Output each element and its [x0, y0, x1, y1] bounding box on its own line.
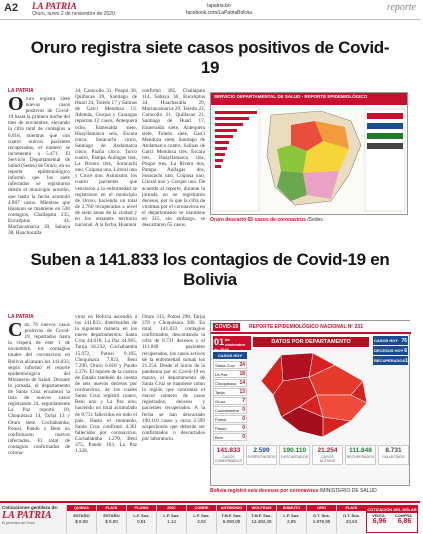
- article2-dropcap: C: [8, 319, 23, 341]
- total-label: CASOS CONFIRMADOS: [215, 455, 242, 463]
- currency-quotes-bar: [0, 501, 420, 534]
- summary-value: 111.848: [405, 357, 423, 364]
- article1-text-2: 34, Caracollo 31, Poopó 30, Quillacas 28, Santiago de Huari 24, Toledo 17 y Salinas de Garci Mendoza 13. Además, Corque y Carangas reportan 12 casos, Antequera ocho, Esmeralda siete, Huayllamarca seis, Escara cinco, Soracachi cinco, Santiago de Andamarca cinco, Pazña cinco, Turco cuatro, Pampa Aullagas tres, La Rivera tres, Soracachi uno, Coipasa uno, Litoral uno y Cruce uno. Asimismo, los cuatro pacientes que vencieron a la enfermedad se registraron en el municipio de Oruro, haciendo un total de 2.760 recuperados a nivel de siete áreas de la ciudad y en los restantes territorio nacional. A la fecha, Huanuni: [75, 88, 137, 229]
- report-date-day: 01: [214, 337, 225, 347]
- department-band: DATOS POR DEPARTAMENTO: [253, 337, 369, 347]
- case-dept: Cochabamba: [215, 407, 239, 413]
- case-value: 7: [242, 398, 245, 404]
- oruro-map-caption-text: Oruro descartó 65 casos de coronavirus: [210, 217, 306, 223]
- oruro-map-title: SERVICIO DEPARTAMENTAL DE SALUD - REPORTE EPIDEMIOLÓGICO: [211, 93, 407, 105]
- mineral-unit: L.F. Sus.: [163, 513, 180, 518]
- national-summary-side: [373, 336, 423, 366]
- issue-date: Oruro, lunes 2 de noviembre de 2020: [32, 11, 115, 17]
- case-row: [213, 370, 247, 378]
- case-row: [213, 379, 247, 387]
- mineral-price: $ 8,00: [105, 519, 118, 524]
- report-date: [213, 336, 251, 350]
- total-label: CASOS ACTIVOS: [319, 455, 336, 463]
- mineral-name: ANTIMONIO: [217, 505, 246, 511]
- mineral-quote: [336, 505, 366, 533]
- total-value: 2.599: [253, 447, 270, 454]
- case-row: [213, 433, 247, 441]
- oruro-map-credit: /Sedes: [307, 217, 323, 223]
- total-value: 8.731: [385, 447, 402, 454]
- mineral-quote: [246, 505, 276, 533]
- mineral-price: 6.000,00: [222, 519, 241, 524]
- report-date-text: de noviembre de 2020: [214, 337, 246, 352]
- summary-label: DECESOS HOY: [374, 348, 404, 353]
- report-title: REPORTE EPIDEMIOLÓGICO NACIONAL Nº 231: [249, 324, 363, 330]
- article2-text-1: on 76 nuevos casos positivos de Covid-19, reportados hasta la víspera de este 1 de noviembre, los contagios totales del coronavirus en Bolivia alcanzan los 141.833, según informó el reporte epidemiológico del Ministerio de Salud. Durante la jornada, el departamento de Santa Cruz encabezó la lista de nuevos casos registrando 24, seguidamente La Paz reportó 18, Chuquisaca 14, Tarija 13 y Oruro siete. Cochabamba, Potosí, Pando y Beni no confirmaron nuevos infectados. El total de contagios confirmados de corona-: [8, 322, 70, 456]
- article2-col1: [8, 314, 70, 498]
- mineral-name: ZINC: [157, 505, 186, 511]
- case-value: 0: [242, 416, 245, 422]
- mineral-price: 2,85: [287, 519, 296, 524]
- article2-text-3: Oruro 315, Potosí 298, Tarija 378 y Chuquisaca 308. En total, 141.833 contagios confirmados, descontando la cifra de 8.731 decesos y el 111.848 pacientes recuperados, los casos activos de la enfermedad suman los 21.254. Desde el inicio de la pandemia por el Covid-19 en marzo, el departamento de Santa Cruz se mantiene como la región que concentra el mayor número de casos registrados, decesos y pacientes recuperados. A la fecha se han descartado 190.110 casos y otros 2.599 sospechosos que deberán ser confirmados o descartados por laboratorio.: [142, 314, 205, 442]
- case-row: [213, 424, 247, 432]
- mineral-name: BISMUTO: [277, 505, 306, 511]
- mineral-name: WOLFRAM: [247, 505, 276, 511]
- summary-row: [373, 356, 423, 365]
- mineral-quote: [126, 505, 156, 533]
- mineral-name: PLATA: [337, 505, 366, 511]
- masthead: LA PATRIA: [32, 1, 77, 11]
- mineral-quote: [216, 505, 246, 533]
- bolivia-epidemiological-report: [210, 320, 423, 486]
- mineral-quote: [66, 505, 96, 533]
- mineral-price: 12.482,40: [251, 519, 272, 524]
- section-name: reporte: [386, 2, 416, 13]
- article1-dropcap: O: [8, 93, 24, 115]
- fx-sponsor-sub: El periódico de Oruro: [2, 521, 36, 525]
- article1-col1: [8, 88, 70, 244]
- bolivia-report-caption-text: Bolivia registró seis decesos por coronavirus: [210, 488, 319, 494]
- mineral-quote: [306, 505, 336, 533]
- mineral-quote: [96, 505, 126, 533]
- case-dept: Pando: [215, 425, 227, 431]
- social-links: [186, 3, 252, 17]
- cases-by-department-list: [213, 361, 247, 442]
- mineral-price: 0,81: [137, 519, 146, 524]
- total-box: [279, 445, 310, 465]
- national-totals: [213, 445, 409, 465]
- case-row: [213, 415, 247, 423]
- cases-today-tag: CASOS HOY: [213, 352, 247, 359]
- case-dept: Oruro: [215, 398, 226, 404]
- dollar-quote: [366, 505, 418, 533]
- summary-value: 76: [401, 337, 407, 344]
- oruro-municipality-map: [211, 105, 409, 215]
- article2-text-2: virus en Bolivia ascendió a los 141.833, distribuidos de la siguiente manera en los nueve departamentos: Santa Cruz 44.018, La Paz 34.965, Tarija 16.232, Cochabamba 15.972, Potosí 9.105, Chuquisaca 7.823, Beni 7.290, Oruro 6.018 y Pando 2.376. El reporte de la cartera de Estado también da cuenta de seis nuevos decesos por coronavirus, de los cuales Santa Cruz registró cuatro, Beni uno y La Paz uno; haciendo un total acumulado de 8.731 fallecidos en todo el país. Hasta el momento, Santa Cruz confirmó 4.361 fallecidos por coronavirus, Cochabamba 1.270, Beni 375, Pando 163, La Paz 1.328,: [75, 314, 137, 455]
- article2-headline: Suben a 141.833 los contagios de Covid-19 en Bolivia: [30, 250, 390, 289]
- article2-byline: LA PATRIA: [8, 314, 34, 320]
- mineral-name: PLATA: [97, 505, 126, 511]
- article1-col2: [75, 88, 137, 244]
- mineral-price: 23,63: [345, 519, 358, 524]
- case-value: 0: [242, 425, 245, 431]
- mineral-quote: [156, 505, 186, 533]
- article1-text-1: ruro registra siete nuevos casos positivos de Covid-19 hasta la primera noche del mes de noviembre, elevando la cifra total de contagios a 6.018, mientras que con cuatro nuevos pacientes recuperados, el número se incrementó a 5.471. El Servicio Departamental de Salud (Sedes) de Oruro, en su reporte epidemiológico informó que los siete infectados se registraron dentro el municipio orureño, que hasta la fecha acumuló 4.807 casos. Mientras que Huanuni se mantiene en 530 contagios, Challapata 235, Eucaliptus 44, Machacamarca 39, Sabaya 38, Huachacalla: [8, 96, 70, 237]
- case-row: [213, 388, 247, 396]
- case-dept: Beni: [215, 434, 224, 440]
- mineral-price: 1,14: [167, 519, 176, 524]
- total-box: [378, 445, 409, 465]
- dollar-buy-label: VENTA: [372, 514, 385, 518]
- case-value: 18: [239, 371, 245, 377]
- summary-value: 6: [404, 347, 407, 354]
- total-label: SOSPECHOSOS: [247, 455, 276, 459]
- mineral-price: $ 8,08: [75, 519, 88, 524]
- mineral-unit: L.F. Sus.: [193, 513, 210, 518]
- fx-sponsor-name: LA PATRIA: [2, 510, 52, 521]
- mineral-unit: ESTAÑO: [103, 513, 120, 518]
- fx-title: Cotizaciones gentileza de:: [2, 505, 59, 510]
- mineral-unit: ESTAÑO: [73, 513, 90, 518]
- mineral-unit: O.T. Sus.: [313, 513, 330, 518]
- mineral-quote: [276, 505, 306, 533]
- article1-text-3: confirmó 385, Challapata 114, Sabaya 36, Eucaliptus 34, Huachacalla 29, Machacamarca 29, Toledo 22, Caracollo 21, Quillacas 21, Santiago de Huari 17, Esmeralda siete, Antequera siete, Toledo siete, Garci Mendoza siete, Santiago de Andamarca cuatro, Salinas de Garci Mendoza tres, Escara tres, Huayllamarca tres, Poopó tres, La Rivera dos, Pampa Aullagas dos, Soracachi uno, Coipasa uno, Litoral uno y Corque uno. De acuerdo al reporte, durante la jornada no se registraron decesos, por lo que la cifra de víctimas por el coronavirus en el departamento se mantiene en 315, sin embargo, se descartaron 65 casos.: [142, 88, 205, 229]
- mineral-name: QUINUA: [67, 505, 96, 511]
- dollar-sell-label: COMPRA: [394, 514, 412, 518]
- bolivia-report-credit: /MINISTERIO DE SALUD: [319, 488, 377, 494]
- bolivia-map: [251, 351, 371, 439]
- mineral-unit: O.T. Sus.: [343, 513, 360, 518]
- case-value: 0: [242, 407, 245, 413]
- mineral-quotes: [66, 505, 366, 533]
- summary-row: [373, 336, 408, 345]
- article2-col2: [75, 314, 137, 498]
- case-value: 24: [239, 362, 245, 368]
- case-dept: Santa Cruz: [215, 362, 236, 368]
- mineral-price: 3,02: [197, 519, 206, 524]
- total-label: DESCARTADOS: [280, 455, 309, 459]
- case-dept: Chuquisaca: [215, 380, 237, 386]
- summary-label: RECUPERADOS: [374, 358, 406, 363]
- total-value: 111.848: [349, 447, 372, 454]
- mineral-name: PLOMO: [127, 505, 156, 511]
- mineral-price: 1.879,90: [312, 519, 331, 524]
- article2-col3: [142, 314, 205, 498]
- total-label: FALLECIDOS: [382, 455, 405, 459]
- mineral-unit: T.M.F. Sus.: [221, 513, 242, 518]
- mineral-unit: T.M.F. Sus.: [251, 513, 272, 518]
- article1-col3: [142, 88, 205, 244]
- total-value: 190.110: [282, 447, 307, 454]
- mineral-quote: [186, 505, 216, 533]
- case-dept: Tarija: [215, 389, 225, 395]
- dollar-sell-value: 6,86: [397, 518, 412, 525]
- article1-headline: Oruro registra siete casos positivos de Covid-19: [30, 38, 390, 77]
- mineral-name: ORO: [307, 505, 336, 511]
- case-row: [213, 406, 247, 414]
- covid-tag: COVID-19: [215, 324, 239, 330]
- bolivia-report-caption: [210, 488, 377, 494]
- dollar-buy-value: 6,96: [372, 518, 387, 525]
- page-header: [0, 0, 420, 20]
- case-dept: La Paz: [215, 371, 228, 377]
- total-value: 141.833: [216, 447, 241, 454]
- total-box: [312, 445, 343, 465]
- report-header: [211, 321, 411, 334]
- case-value: 0: [242, 434, 245, 440]
- article1-byline: LA PATRIA: [8, 88, 34, 94]
- dollar-quote-title: COTIZACIÓN DEL DÓLAR: [367, 507, 417, 512]
- case-row: [213, 361, 247, 369]
- website-link[interactable]: lapatria.bo: [207, 3, 231, 9]
- page-number: A2: [4, 2, 19, 14]
- total-value: 21.254: [317, 447, 338, 454]
- summary-row: [373, 346, 408, 355]
- mineral-unit: L.F. Sus.: [133, 513, 150, 518]
- mineral-name: COBRE: [187, 505, 216, 511]
- total-box: [345, 445, 376, 465]
- summary-label: CASOS HOY: [374, 338, 399, 343]
- oruro-map-figure: [210, 92, 408, 215]
- facebook-link[interactable]: facebook.com/LaPatriaBolivia: [186, 10, 252, 16]
- total-label: RECUPERADOS: [346, 455, 375, 459]
- oruro-map-caption: [210, 217, 323, 223]
- case-row: [213, 397, 247, 405]
- case-value: 13: [239, 389, 245, 395]
- mineral-unit: L.F. Sus.: [283, 513, 300, 518]
- fx-sponsor: [2, 505, 64, 525]
- total-box: [246, 445, 277, 465]
- case-dept: Potosí: [215, 416, 227, 422]
- case-value: 14: [239, 380, 245, 386]
- total-box: [213, 445, 244, 465]
